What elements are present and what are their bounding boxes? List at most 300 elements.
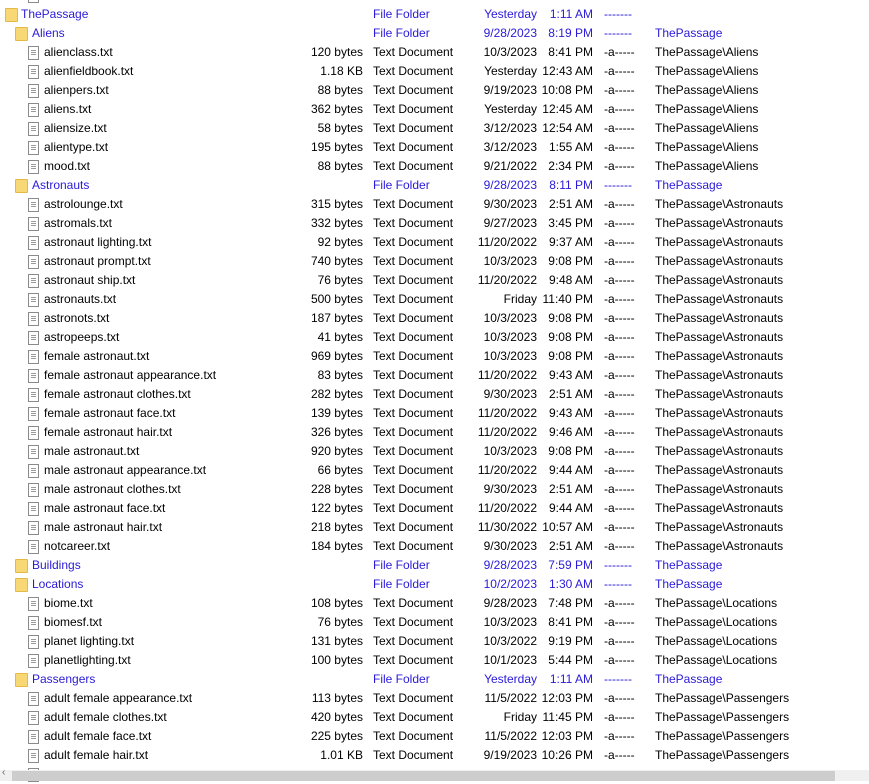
file-row[interactable] [0, 43, 869, 62]
path-cell: ThePassage\Locations [655, 634, 778, 648]
text-file-icon [28, 388, 39, 402]
size-cell: 120 bytes [310, 45, 363, 59]
attributes-cell: -a----- [604, 406, 635, 420]
folder-icon [15, 179, 28, 193]
file-row[interactable] [0, 252, 869, 271]
type-cell: Text Document [373, 235, 454, 249]
text-file-icon [28, 407, 39, 421]
attributes-cell: ------- [604, 178, 632, 192]
date-cell: 9/30/2023 [483, 197, 537, 211]
path-cell: ThePassage\Astronauts [655, 273, 784, 287]
name-cell: alienfieldbook.txt [44, 64, 134, 78]
size-cell: 92 bytes [317, 235, 363, 249]
path-cell: ThePassage\Astronauts [655, 349, 784, 363]
date-cell: 11/30/2022 [477, 520, 537, 534]
attributes-cell: -a----- [604, 45, 635, 59]
time-cell: 11:45 PM [542, 710, 593, 724]
text-file-icon [28, 274, 39, 288]
size-cell: 131 bytes [310, 634, 363, 648]
folder-icon [15, 578, 28, 592]
time-cell: 9:08 PM [548, 254, 593, 268]
time-cell: 9:08 PM [548, 330, 593, 344]
name-cell: alienclass.txt [44, 45, 113, 59]
attributes-cell: -a----- [604, 254, 635, 268]
date-cell: 10/3/2023 [483, 349, 537, 363]
text-file-icon [28, 540, 39, 554]
date-cell: Yesterday [484, 64, 537, 78]
size-cell: 76 bytes [317, 273, 363, 287]
type-cell: Text Document [373, 501, 454, 515]
file-row[interactable] [0, 613, 869, 632]
attributes-cell: -a----- [604, 216, 635, 230]
folder-row[interactable] [0, 176, 869, 195]
file-row[interactable] [0, 271, 869, 290]
file-row[interactable] [0, 442, 869, 461]
size-cell: 326 bytes [310, 425, 363, 439]
type-cell: Text Document [373, 425, 454, 439]
size-cell: 1.01 KB [320, 748, 363, 762]
path-cell: ThePassage\Astronauts [655, 368, 784, 382]
date-cell: 11/20/2022 [477, 368, 537, 382]
name-cell: female astronaut face.txt [44, 406, 176, 420]
date-cell: 9/28/2023 [483, 178, 537, 192]
size-cell: 122 bytes [310, 501, 363, 515]
file-row[interactable] [0, 727, 869, 746]
path-cell: ThePassage\Astronauts [655, 235, 784, 249]
attributes-cell: ------- [604, 672, 632, 686]
file-row[interactable] [0, 404, 869, 423]
path-cell: ThePassage\Locations [655, 653, 778, 667]
time-cell: 2:51 AM [548, 387, 593, 401]
name-cell: adult female face.txt [44, 729, 152, 743]
size-cell: 76 bytes [317, 615, 363, 629]
size-cell: 83 bytes [317, 368, 363, 382]
text-file-icon [28, 331, 39, 345]
attributes-cell: -a----- [604, 349, 635, 363]
time-cell: 7:59 PM [548, 558, 593, 572]
text-file-icon [28, 46, 39, 60]
time-cell: 12:45 AM [542, 102, 593, 116]
path-cell: ThePassage\Aliens [655, 159, 759, 173]
attributes-cell: -a----- [604, 273, 635, 287]
type-cell: Text Document [373, 463, 454, 477]
time-cell: 7:48 PM [548, 596, 593, 610]
date-cell: Friday [503, 292, 537, 306]
type-cell: Text Document [373, 102, 454, 116]
path-cell: ThePassage\Astronauts [655, 463, 784, 477]
text-file-icon [28, 426, 39, 440]
date-cell: 3/12/2023 [483, 140, 537, 154]
horizontal-scrollbar[interactable] [0, 767, 869, 781]
type-cell: Text Document [373, 520, 454, 534]
size-cell: 41 bytes [317, 330, 363, 344]
name-cell: adult female hair.txt [44, 748, 149, 762]
text-file-icon [28, 502, 39, 516]
date-cell: 9/30/2023 [483, 387, 537, 401]
size-cell: 740 bytes [310, 254, 363, 268]
file-row[interactable] [0, 81, 869, 100]
attributes-cell: -a----- [604, 501, 635, 515]
text-file-icon [28, 0, 39, 3]
file-row[interactable] [0, 119, 869, 138]
date-cell: 9/30/2023 [483, 482, 537, 496]
path-cell: ThePassage [655, 558, 723, 572]
path-cell: ThePassage\Astronauts [655, 520, 784, 534]
text-file-icon [28, 654, 39, 668]
path-cell: ThePassage\Astronauts [655, 406, 784, 420]
folder-row[interactable] [0, 24, 869, 43]
date-cell: 9/27/2023 [483, 216, 537, 230]
path-cell: ThePassage [655, 672, 723, 686]
scroll-left-arrow-icon[interactable]: ‹ [2, 767, 6, 778]
file-row[interactable] [0, 461, 869, 480]
path-cell: ThePassage\Aliens [655, 102, 759, 116]
type-cell: Text Document [373, 159, 454, 173]
date-cell: 9/19/2023 [483, 83, 537, 97]
type-cell: File Folder [373, 178, 430, 192]
attributes-cell: -a----- [604, 615, 635, 629]
text-file-icon [28, 65, 39, 79]
time-cell: 1:55 AM [548, 140, 593, 154]
file-row[interactable] [0, 385, 869, 404]
file-row[interactable] [0, 366, 869, 385]
path-cell: ThePassage\Astronauts [655, 311, 784, 325]
type-cell: File Folder [373, 672, 430, 686]
type-cell: Text Document [373, 729, 454, 743]
size-cell: 315 bytes [310, 197, 363, 211]
size-cell: 88 bytes [317, 83, 363, 97]
attributes-cell: -a----- [604, 197, 635, 211]
name-cell: astrolounge.txt [44, 197, 123, 211]
path-cell: ThePassage\Astronauts [655, 501, 784, 515]
date-cell: 10/3/2023 [483, 254, 537, 268]
size-cell: 187 bytes [310, 311, 363, 325]
path-cell: ThePassage\Passengers [655, 710, 790, 724]
text-file-icon [28, 369, 39, 383]
time-cell: 10:57 AM [542, 520, 593, 534]
file-row[interactable] [0, 157, 869, 176]
type-cell: Text Document [373, 330, 454, 344]
file-row[interactable] [0, 62, 869, 81]
type-cell: Text Document [373, 653, 454, 667]
folder-icon [15, 27, 28, 41]
type-cell: Text Document [373, 292, 454, 306]
path-cell: ThePassage\Astronauts [655, 197, 784, 211]
size-cell: 113 bytes [311, 691, 363, 705]
folder-row[interactable] [0, 556, 869, 575]
path-cell: ThePassage\Astronauts [655, 387, 784, 401]
time-cell: 3:45 PM [548, 216, 593, 230]
size-cell: 195 bytes [310, 140, 363, 154]
text-file-icon [28, 312, 39, 326]
time-cell: 9:37 AM [548, 235, 593, 249]
text-file-icon [28, 692, 39, 706]
file-row[interactable] [0, 328, 869, 347]
time-cell: 9:44 AM [548, 501, 593, 515]
type-cell: Text Document [373, 596, 454, 610]
file-row[interactable] [0, 195, 869, 214]
type-cell: Text Document [373, 710, 454, 724]
file-row[interactable] [0, 423, 869, 442]
time-cell: 8:41 PM [548, 45, 593, 59]
file-row[interactable] [0, 214, 869, 233]
text-file-icon [28, 616, 39, 630]
time-cell: 9:44 AM [548, 463, 593, 477]
time-cell: 12:03 PM [541, 729, 593, 743]
date-cell: Yesterday [484, 102, 537, 116]
file-row[interactable] [0, 746, 869, 765]
time-cell: 1:30 AM [548, 577, 593, 591]
size-cell: 225 bytes [310, 729, 363, 743]
path-cell: ThePassage\Astronauts [655, 425, 784, 439]
attributes-cell: -a----- [604, 159, 635, 173]
size-cell: 1.18 KB [320, 64, 363, 78]
text-file-icon [28, 521, 39, 535]
path-cell: ThePassage\Aliens [655, 45, 759, 59]
folder-icon [15, 559, 28, 573]
path-cell: ThePassage\Aliens [655, 64, 759, 78]
size-cell: 332 bytes [310, 216, 363, 230]
date-cell: 10/3/2023 [483, 311, 537, 325]
name-cell: male astronaut appearance.txt [44, 463, 207, 477]
attributes-cell: -a----- [604, 482, 635, 496]
path-cell: ThePassage\Astronauts [655, 330, 784, 344]
time-cell: 9:08 PM [548, 349, 593, 363]
attributes-cell: ------- [604, 7, 632, 21]
name-cell: ThePassage [21, 7, 89, 21]
type-cell: Text Document [373, 311, 454, 325]
date-cell: 11/5/2022 [484, 729, 537, 743]
name-cell: planetlighting.txt [44, 653, 131, 667]
path-cell: ThePassage\Aliens [655, 121, 759, 135]
time-cell: 8:19 PM [548, 26, 593, 40]
date-cell: 3/12/2023 [483, 121, 537, 135]
time-cell: 9:08 PM [548, 311, 593, 325]
time-cell: 8:41 PM [548, 615, 593, 629]
path-cell: ThePassage [655, 577, 723, 591]
text-file-icon [28, 445, 39, 459]
path-cell: ThePassage\Passengers [655, 691, 790, 705]
attributes-cell: ------- [604, 577, 632, 591]
date-cell: 9/30/2023 [483, 539, 537, 553]
name-cell: female astronaut clothes.txt [44, 387, 191, 401]
time-cell: 5:44 PM [548, 653, 593, 667]
name-cell: Passengers [32, 672, 96, 686]
date-cell: 11/20/2022 [477, 273, 537, 287]
name-cell: male astronaut hair.txt [44, 520, 163, 534]
path-cell: ThePassage\Astronauts [655, 539, 784, 553]
date-cell: 10/1/2023 [483, 653, 537, 667]
date-cell: 10/3/2023 [483, 45, 537, 59]
file-row[interactable] [0, 537, 869, 556]
size-cell: 218 bytes [310, 520, 363, 534]
type-cell: Text Document [373, 387, 454, 401]
attributes-cell: ------- [604, 558, 632, 572]
file-row[interactable] [0, 347, 869, 366]
path-cell: ThePassage\Aliens [655, 140, 759, 154]
type-cell: Text Document [373, 634, 454, 648]
file-row[interactable] [0, 138, 869, 157]
name-cell: biomesf.txt [44, 615, 103, 629]
text-file-icon [28, 198, 39, 212]
name-cell: Locations [32, 577, 84, 591]
date-cell: 9/28/2023 [483, 558, 537, 572]
time-cell: 2:51 AM [548, 539, 593, 553]
attributes-cell: -a----- [604, 634, 635, 648]
attributes-cell: -a----- [604, 64, 635, 78]
type-cell: File Folder [373, 26, 430, 40]
attributes-cell: -a----- [604, 387, 635, 401]
path-cell: ThePassage\Locations [655, 596, 778, 610]
file-row[interactable] [0, 290, 869, 309]
text-file-icon [28, 350, 39, 364]
file-row[interactable] [0, 708, 869, 727]
type-cell: Text Document [373, 615, 454, 629]
name-cell: female astronaut.txt [44, 349, 150, 363]
file-row[interactable] [0, 100, 869, 119]
scrollbar-thumb[interactable] [12, 771, 835, 781]
size-cell: 58 bytes [317, 121, 363, 135]
type-cell: Text Document [373, 140, 454, 154]
type-cell: Text Document [373, 748, 454, 762]
type-cell: Text Document [373, 691, 454, 705]
date-cell: 10/3/2022 [483, 634, 537, 648]
file-row[interactable] [0, 233, 869, 252]
time-cell: 12:54 AM [542, 121, 593, 135]
file-row[interactable] [0, 499, 869, 518]
folder-icon [15, 673, 28, 687]
name-cell: aliens.txt [44, 102, 92, 116]
time-cell: 2:34 PM [548, 159, 593, 173]
name-cell: aliensize.txt [44, 121, 107, 135]
date-cell: 11/20/2022 [477, 406, 537, 420]
size-cell: 969 bytes [310, 349, 363, 363]
name-cell: notcareer.txt [44, 539, 111, 553]
folder-row[interactable] [0, 670, 869, 689]
time-cell: 9:08 PM [548, 444, 593, 458]
text-file-icon [28, 141, 39, 155]
text-file-icon [28, 84, 39, 98]
path-cell: ThePassage\Astronauts [655, 216, 784, 230]
attributes-cell: -a----- [604, 121, 635, 135]
time-cell: 8:11 PM [549, 178, 593, 192]
date-cell: 11/20/2022 [477, 463, 537, 477]
attributes-cell: -a----- [604, 539, 635, 553]
type-cell: Text Document [373, 64, 454, 78]
size-cell: 100 bytes [310, 653, 363, 667]
text-file-icon [28, 635, 39, 649]
type-cell: Text Document [373, 121, 454, 135]
file-row[interactable] [0, 594, 869, 613]
name-cell: astronaut prompt.txt [44, 254, 151, 268]
attributes-cell: -a----- [604, 83, 635, 97]
name-cell: male astronaut clothes.txt [44, 482, 181, 496]
size-cell: 88 bytes [317, 159, 363, 173]
size-cell: 66 bytes [317, 463, 363, 477]
size-cell: 500 bytes [310, 292, 363, 306]
path-cell: ThePassage\Astronauts [655, 254, 784, 268]
size-cell: 108 bytes [310, 596, 363, 610]
attributes-cell: -a----- [604, 368, 635, 382]
time-cell: 9:43 AM [548, 368, 593, 382]
date-cell: 9/28/2023 [483, 596, 537, 610]
name-cell: astronauts.txt [44, 292, 117, 306]
name-cell: alienpers.txt [44, 83, 109, 97]
text-file-icon [28, 293, 39, 307]
name-cell: adult female appearance.txt [44, 691, 193, 705]
file-row[interactable] [0, 689, 869, 708]
name-cell: alientype.txt [44, 140, 109, 154]
date-cell: 9/28/2023 [483, 26, 537, 40]
path-cell: ThePassage\Passengers [655, 729, 790, 743]
name-cell: Astronauts [32, 178, 90, 192]
name-cell: female astronaut appearance.txt [44, 368, 217, 382]
name-cell: astromals.txt [44, 216, 113, 230]
type-cell: Text Document [373, 539, 454, 553]
attributes-cell: -a----- [604, 140, 635, 154]
time-cell: 9:46 AM [548, 425, 593, 439]
date-cell: Yesterday [484, 672, 537, 686]
file-row[interactable] [0, 632, 869, 651]
size-cell: 184 bytes [310, 539, 363, 553]
name-cell: female astronaut hair.txt [44, 425, 173, 439]
text-file-icon [28, 255, 39, 269]
type-cell: Text Document [373, 197, 454, 211]
date-cell: Friday [503, 710, 537, 724]
name-cell: male astronaut.txt [44, 444, 140, 458]
attributes-cell: -a----- [604, 710, 635, 724]
size-cell: 362 bytes [310, 102, 363, 116]
text-file-icon [28, 597, 39, 611]
folder-row[interactable] [0, 5, 869, 24]
date-cell: Yesterday [484, 7, 537, 21]
type-cell: Text Document [373, 83, 454, 97]
name-cell: astronots.txt [44, 311, 110, 325]
type-cell: File Folder [373, 577, 430, 591]
attributes-cell: -a----- [604, 444, 635, 458]
type-cell: Text Document [373, 45, 454, 59]
date-cell: 11/20/2022 [477, 501, 537, 515]
attributes-cell: -a----- [604, 748, 635, 762]
type-cell: Text Document [373, 482, 454, 496]
type-cell: Text Document [373, 444, 454, 458]
text-file-icon [28, 730, 39, 744]
name-cell: astronaut ship.txt [44, 273, 136, 287]
type-cell: Text Document [373, 254, 454, 268]
date-cell: 10/3/2023 [483, 615, 537, 629]
attributes-cell: -a----- [604, 520, 635, 534]
file-row[interactable] [0, 480, 869, 499]
date-cell: 10/3/2023 [483, 330, 537, 344]
name-cell: astropeeps.txt [44, 330, 120, 344]
name-cell: mood.txt [44, 159, 91, 173]
path-cell: ThePassage\Astronauts [655, 482, 784, 496]
file-row[interactable] [0, 518, 869, 537]
file-row[interactable] [0, 651, 869, 670]
file-row[interactable] [0, 309, 869, 328]
text-file-icon [28, 483, 39, 497]
date-cell: 11/5/2022 [484, 691, 537, 705]
text-file-icon [28, 236, 39, 250]
folder-row[interactable] [0, 575, 869, 594]
name-cell: adult female clothes.txt [44, 710, 167, 724]
type-cell: Text Document [373, 368, 454, 382]
time-cell: 10:08 PM [541, 83, 593, 97]
name-cell: biome.txt [44, 596, 93, 610]
path-cell: ThePassage\Locations [655, 615, 778, 629]
attributes-cell: -a----- [604, 691, 635, 705]
attributes-cell: -a----- [604, 729, 635, 743]
